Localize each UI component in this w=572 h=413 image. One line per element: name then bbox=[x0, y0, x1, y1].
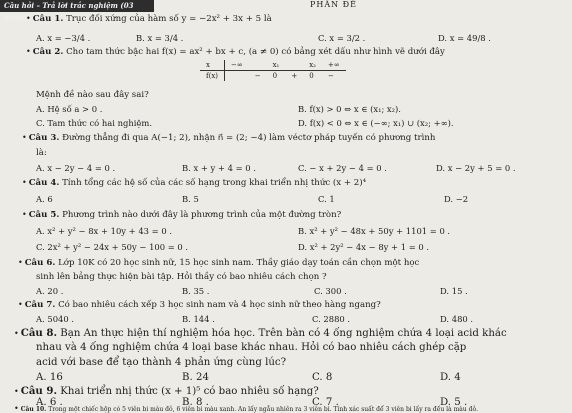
q7-option-c[interactable]: C. 2880 . bbox=[312, 314, 351, 324]
q9-option-d[interactable]: D. 5 . bbox=[440, 397, 468, 408]
q3-option-d[interactable]: D. x − 2y + 5 = 0 . bbox=[436, 163, 516, 173]
section-banner: Câu hỏi – Trả lời trắc nghiệm (03 điểm) bbox=[0, 0, 154, 12]
q8-label: Câu 8. bbox=[20, 327, 58, 339]
question-2: • Câu 2. Cho tam thức bậc hai f(x) = ax² + bx + c, (a ≠ 0) có bảng xét dấu như hình vẽ dưới đây bbox=[26, 47, 445, 57]
q9-option-c[interactable]: C. 7 . bbox=[312, 397, 339, 408]
q7-option-a[interactable]: A. 5040 . bbox=[36, 314, 75, 324]
q4-option-d[interactable]: D. −2 bbox=[444, 194, 469, 204]
q9-option-a[interactable]: A. 6 . bbox=[36, 397, 63, 408]
q6-text: Lớp 10K có 20 học sinh nữ, 15 học sinh nam. Thầy giáo dạy toán cần chọn một học bbox=[58, 258, 420, 268]
q8-text-cont: nhau và 4 ống nghiệm chứa 4 loại base khác nhau. Hỏi có bao nhiêu cách ghép cặp bbox=[36, 342, 467, 353]
q5-option-a[interactable]: A. x² + y² − 8x + 10y + 43 = 0 . bbox=[36, 226, 172, 236]
q9-label: Câu 9. bbox=[20, 385, 58, 397]
question-8: • Câu 8. Bạn An thực hiện thí nghiệm hóa học. Trên bàn có 4 ống nghiệm chứa 4 loại acid khác bbox=[14, 327, 507, 339]
q7-label: Câu 7. bbox=[24, 300, 56, 310]
q3-label: Câu 3. bbox=[28, 133, 60, 143]
sign-table-cell: 0 bbox=[272, 72, 278, 80]
q3-text-cont: là: bbox=[36, 148, 47, 158]
q6-option-c[interactable]: C. 300 . bbox=[314, 286, 347, 296]
q5-option-d[interactable]: D. x² + 2y² − 4x − 8y + 1 = 0 . bbox=[298, 242, 430, 252]
q2-text: Cho tam thức bậc hai f(x) = ax² + bx + c, (a ≠ 0) có bảng xét dấu như hình vẽ dưới đây bbox=[66, 47, 445, 57]
sign-table-cell: x₂ bbox=[303, 60, 322, 71]
q2-option-a[interactable]: A. Hệ số a > 0 . bbox=[36, 104, 103, 114]
q6-option-b[interactable]: B. 35 . bbox=[182, 286, 210, 296]
q1-option-c[interactable]: C. x = 3/2 . bbox=[318, 33, 366, 43]
q7-text: Có bao nhiêu cách xếp 3 học sinh nam và 4 học sinh nữ theo hàng ngang? bbox=[58, 300, 381, 310]
q3-text: Đường thẳng đi qua A(−1; 2), nhận n⃗ = (2; −4) làm véctơ pháp tuyến có phương trình bbox=[62, 133, 436, 143]
q8-text-cont2: acid với base để tạo thành 4 phản ứng cùng lúc? bbox=[36, 357, 287, 368]
question-1: • Câu 1. Trục đối xứng của hàm số y = −2x² + 3x + 5 là bbox=[26, 14, 272, 24]
sign-table bbox=[200, 60, 346, 81]
q10-text-cont: viên bi. Tính xác suất để 3 viên bi lấy ra đều là màu đỏ. bbox=[309, 406, 478, 413]
q9-option-b[interactable]: B. 8 . bbox=[182, 397, 209, 408]
q1-text: Trục đối xứng của hàm số y = −2x² + 3x + 5 là bbox=[66, 14, 272, 24]
sign-table-cell: − bbox=[254, 72, 261, 80]
q8-text: Bạn An thực hiện thí nghiệm hóa học. Trên bàn có 4 ống nghiệm chứa 4 loại acid khác bbox=[60, 328, 507, 339]
question-10: • Câu 10. Trong một chiếc hộp có 5 viên bi màu đỏ, 6 viên bi màu xanh. An lấy ngẫu nhiên ra 3 viên bi. Tính xác suất để 3 viên bi lấy ra đều là màu đỏ. bbox=[14, 404, 478, 413]
q8-option-d[interactable]: D. 4 bbox=[440, 372, 461, 383]
q5-option-c[interactable]: C. 2x² + y² − 24x + 50y − 100 = 0 . bbox=[36, 242, 189, 252]
q2-option-b[interactable]: B. f(x) > 0 ⇔ x ∈ (x₁; x₂). bbox=[298, 104, 401, 114]
question-9: • Câu 9. Khai triển nhị thức (x + 1)⁵ có bao nhiêu số hạng? bbox=[14, 385, 319, 397]
q4-option-c[interactable]: C. 1 bbox=[318, 194, 335, 204]
q1-option-b[interactable]: B. x = 3/4 . bbox=[136, 33, 184, 43]
q4-text: Tính tổng các hệ số của các số hạng trong khai triển nhị thức (x + 2)⁴ bbox=[62, 178, 367, 188]
q5-text: Phương trình nào dưới đây là phương trình của một đường tròn? bbox=[62, 210, 342, 220]
sign-table-cell: x bbox=[200, 60, 225, 71]
q2-ask: Mệnh đề nào sau đây sai? bbox=[36, 90, 149, 100]
q7-option-d[interactable]: D. 480 . bbox=[440, 314, 474, 324]
sign-table-cell: f(x) bbox=[206, 72, 219, 80]
q4-label: Câu 4. bbox=[28, 178, 60, 188]
q1-label: Câu 1. bbox=[32, 14, 64, 24]
sign-table-cell: + bbox=[291, 72, 298, 80]
question-3: • Câu 3. Đường thẳng đi qua A(−1; 2), nhận n⃗ = (2; −4) làm véctơ pháp tuyến có phương trình bbox=[22, 133, 436, 143]
q8-option-a[interactable]: A. 16 bbox=[36, 372, 63, 383]
q8-option-c[interactable]: C. 8 bbox=[312, 372, 333, 383]
sign-table-cell: −∞ bbox=[225, 60, 249, 71]
q2-option-d[interactable]: D. f(x) < 0 ⇔ x ∈ (−∞; x₁) ∪ (x₂; +∞). bbox=[298, 118, 454, 128]
sign-table-cell: − bbox=[328, 72, 334, 80]
q6-label: Câu 6. bbox=[24, 258, 56, 268]
q2-label: Câu 2. bbox=[32, 47, 64, 57]
sign-table-cell: +∞ bbox=[322, 60, 346, 71]
sign-table-cell: 0 bbox=[309, 72, 314, 80]
q6-text-cont: sinh lên bảng thực hiện bài tập. Hỏi thầy có bao nhiêu cách chọn ? bbox=[36, 272, 327, 282]
q3-option-b[interactable]: B. x + y + 4 = 0 . bbox=[182, 163, 256, 173]
q4-option-b[interactable]: B. 5 bbox=[182, 194, 199, 204]
q2-option-c[interactable]: C. Tam thức có hai nghiệm. bbox=[36, 118, 152, 128]
q10-text: Trong một chiếc hộp có 5 viên bi màu đỏ, 6 viên bi màu xanh. An lấy ngẫu nhiên ra 3 bbox=[48, 406, 308, 413]
sign-table-cell bbox=[249, 60, 267, 71]
q5-label: Câu 5. bbox=[28, 210, 60, 220]
q5-option-b[interactable]: B. x² + y² − 48x + 50y + 1101 = 0 . bbox=[298, 226, 451, 236]
q9-text: Khai triển nhị thức (x + 1)⁵ có bao nhiêu số hạng? bbox=[60, 386, 319, 397]
question-6: • Câu 6. Lớp 10K có 20 học sinh nữ, 15 học sinh nam. Thầy giáo dạy toán cần chọn một học bbox=[18, 258, 420, 268]
q6-option-a[interactable]: A. 20 . bbox=[36, 286, 64, 296]
q1-option-d[interactable]: D. x = 49/8 . bbox=[438, 33, 491, 43]
q7-option-b[interactable]: B. 144 . bbox=[182, 314, 215, 324]
question-5: • Câu 5. Phương trình nào dưới đây là phương trình của một đường tròn? bbox=[22, 210, 342, 220]
q3-option-c[interactable]: C. − x + 2y − 4 = 0 . bbox=[298, 163, 387, 173]
q10-label: Câu 10. bbox=[20, 406, 47, 413]
sign-table-cell bbox=[285, 60, 303, 71]
question-4: • Câu 4. Tính tổng các hệ số của các số hạng trong khai triển nhị thức (x + 2)⁴ bbox=[22, 178, 367, 188]
sign-table-cell bbox=[225, 71, 249, 82]
sign-table-cell: x₁ bbox=[267, 60, 286, 71]
question-7: • Câu 7. Có bao nhiêu cách xếp 3 học sinh nam và 4 học sinh nữ theo hàng ngang? bbox=[18, 300, 381, 310]
page-header: PHẦN ĐỀ bbox=[310, 0, 357, 9]
q1-option-a[interactable]: A. x = −3/4 . bbox=[36, 33, 91, 43]
q6-option-d[interactable]: D. 15 . bbox=[440, 286, 468, 296]
q4-option-a[interactable]: A. 6 bbox=[36, 194, 53, 204]
q3-option-a[interactable]: A. x − 2y − 4 = 0 . bbox=[36, 163, 116, 173]
q8-option-b[interactable]: B. 24 bbox=[182, 372, 209, 383]
